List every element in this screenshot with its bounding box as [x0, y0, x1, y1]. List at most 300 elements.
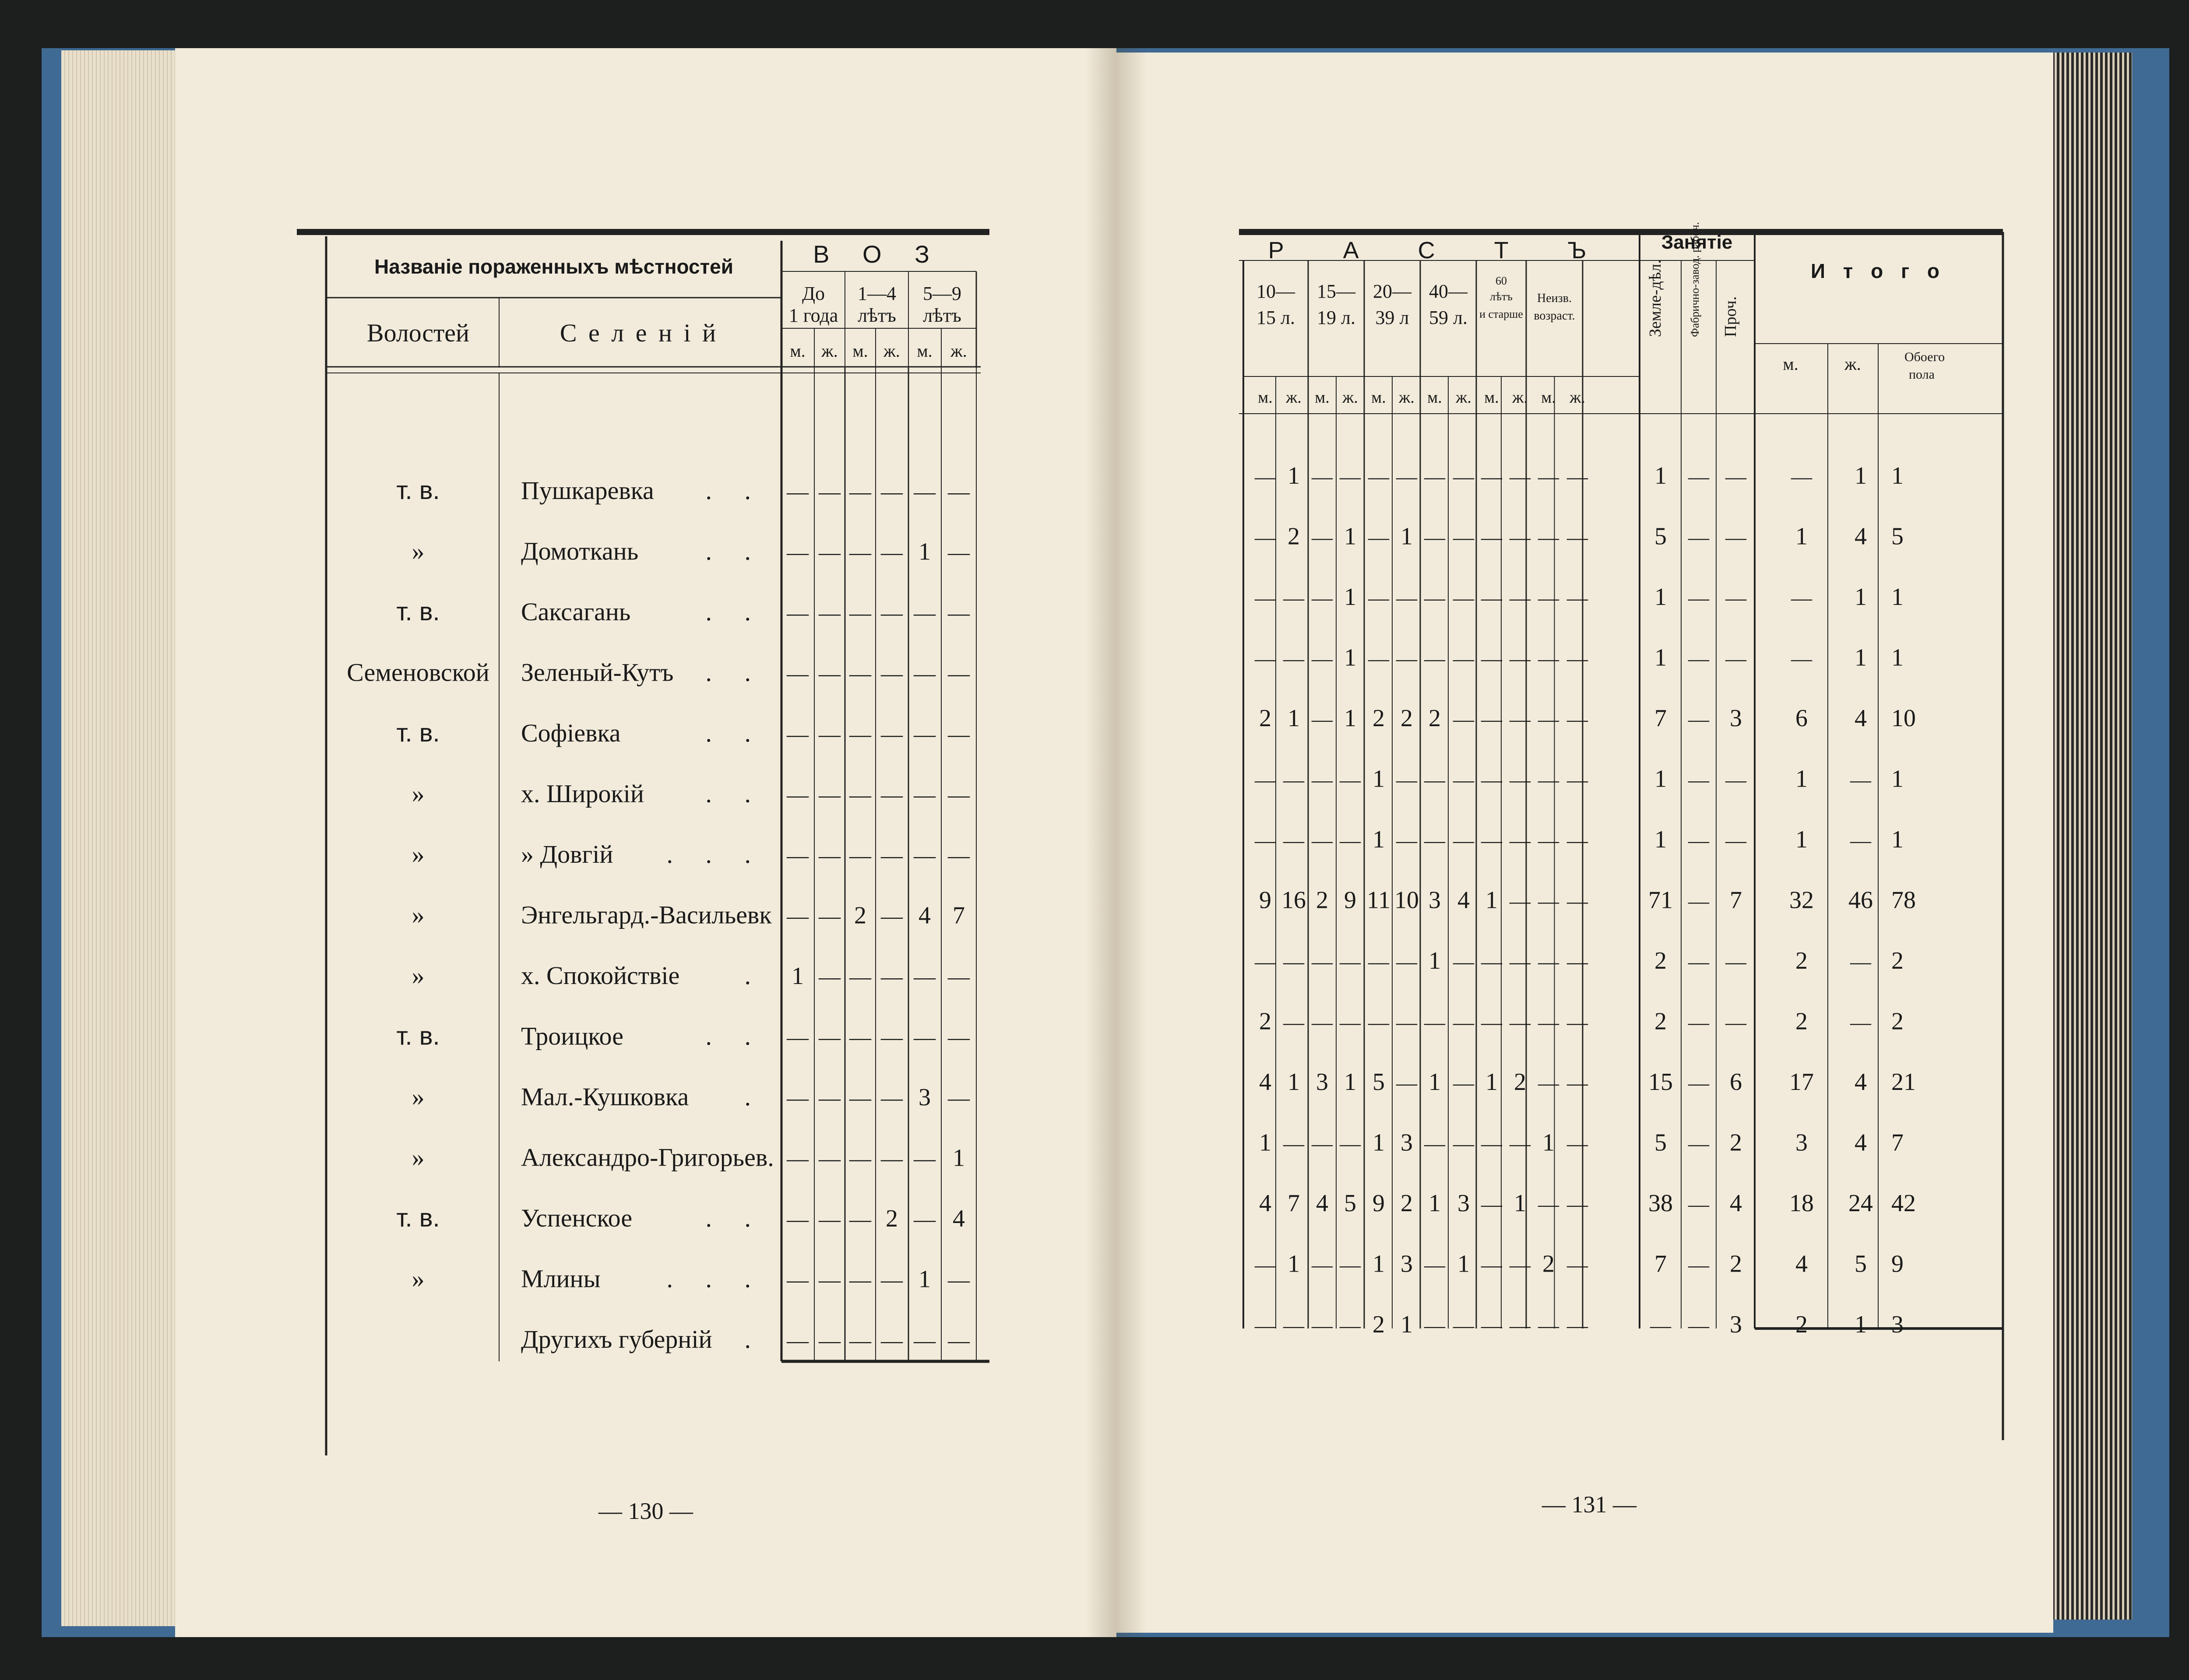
row-cell: —: [914, 1025, 936, 1050]
row-cell: —: [948, 540, 970, 565]
row-cell: —: [914, 1328, 936, 1353]
row-age-cell: 3: [1429, 886, 1441, 914]
header-age-col: 19 л.: [1317, 307, 1355, 328]
row-age-cell: —: [1567, 708, 1588, 731]
row-age-cell: —: [1312, 829, 1333, 852]
row-dots: . .: [705, 658, 764, 687]
header-age-col: 15—: [1317, 281, 1355, 302]
row-occupation-cell: —: [1688, 647, 1709, 671]
row-cell: —: [819, 1146, 841, 1171]
row-cell: —: [787, 1207, 809, 1231]
row-dots: . .: [705, 719, 764, 747]
row-cell: —: [787, 722, 809, 746]
row-cell: —: [819, 540, 841, 565]
row-age-cell: 2: [1373, 1311, 1385, 1338]
row-age-cell: —: [1312, 768, 1333, 792]
row-total-cell: 9: [1891, 1250, 1904, 1278]
row-cell: —: [914, 1207, 936, 1231]
row-age-cell: —: [1424, 1314, 1445, 1337]
row-age-cell: —: [1453, 1132, 1474, 1156]
row-cell: —: [881, 782, 903, 807]
row-age-cell: 5: [1373, 1068, 1385, 1096]
row-dots: . .: [705, 476, 764, 505]
row-total-cell: 4: [1795, 1250, 1808, 1278]
row-age-cell: 2: [1514, 1068, 1526, 1096]
row-cell: 1: [919, 1265, 931, 1293]
row-total-cell: 1: [1891, 765, 1904, 793]
row-age-cell: 11: [1367, 886, 1390, 914]
row-age-cell: —: [1396, 768, 1417, 792]
row-age-cell: 7: [1288, 1190, 1300, 1217]
row-age-cell: —: [1538, 587, 1559, 610]
row-age-cell: 1: [1485, 886, 1498, 914]
row-selenie: Софіевка: [521, 719, 621, 747]
row-total-cell: 17: [1789, 1068, 1814, 1096]
row-age-cell: 1: [1344, 644, 1356, 671]
row-age-cell: —: [1396, 1072, 1417, 1095]
row-total-cell: 2: [1891, 947, 1904, 974]
row-total-cell: 3: [1795, 1129, 1808, 1156]
row-total-cell: 1: [1891, 583, 1904, 611]
header-age-col: До: [802, 283, 825, 304]
row-occupation-cell: —: [1688, 1132, 1709, 1156]
row-age-cell: —: [1567, 587, 1588, 610]
row-age-cell: —: [1510, 708, 1531, 731]
row-cell: —: [881, 601, 903, 625]
row-age-cell: —: [1481, 587, 1502, 610]
header-selenie: С е л е н і й: [560, 319, 719, 347]
row-age-cell: —: [1424, 768, 1445, 792]
header-sex-label: ж.: [821, 341, 838, 361]
header-group: Р А С Т Ъ: [1268, 237, 1613, 264]
row-age-cell: —: [1567, 526, 1588, 549]
row-cell: —: [914, 661, 936, 686]
row-total-cell: 1: [1795, 826, 1808, 853]
row-age-cell: —: [1424, 526, 1445, 549]
row-selenie: Троицкое: [521, 1022, 623, 1051]
row-occupation-cell: 6: [1730, 1068, 1742, 1096]
row-age-cell: —: [1312, 708, 1333, 731]
row-age-cell: 2: [1259, 705, 1271, 732]
row-age-cell: —: [1481, 526, 1502, 549]
row-cell: —: [881, 1328, 903, 1353]
row-age-cell: 5: [1344, 1190, 1356, 1217]
header-age-col: 59 л.: [1429, 307, 1468, 328]
row-occupation-cell: —: [1688, 950, 1709, 974]
header-sex-label: м.: [1315, 388, 1330, 407]
row-occupation-cell: 2: [1730, 1250, 1742, 1278]
row-age-cell: —: [1396, 465, 1417, 489]
row-selenie: Домоткань: [521, 537, 639, 566]
row-cell: —: [787, 843, 809, 868]
row-cell: —: [948, 1267, 970, 1292]
row-age-cell: 3: [1457, 1190, 1470, 1217]
row-occupation-cell: 1: [1654, 826, 1667, 853]
row-age-cell: 2: [1429, 705, 1441, 732]
row-occupation-cell: 3: [1730, 705, 1742, 732]
book-gutter-shadow: [1086, 48, 1147, 1637]
row-total-cell: —: [1850, 829, 1871, 852]
row-age-cell: —: [1255, 829, 1276, 852]
row-age-cell: —: [1255, 587, 1276, 610]
row-age-cell: —: [1368, 1011, 1389, 1034]
row-age-cell: —: [1424, 829, 1445, 852]
row-occupation-cell: —: [1725, 647, 1746, 671]
row-cell: 2: [886, 1205, 898, 1232]
row-age-cell: —: [1255, 1314, 1276, 1337]
row-age-cell: —: [1396, 829, 1417, 852]
row-cell: —: [787, 1267, 809, 1292]
row-occupation-cell: 3: [1730, 1311, 1742, 1338]
row-total-cell: 5: [1891, 523, 1904, 550]
row-cell: —: [787, 1146, 809, 1171]
row-total-cell: 18: [1789, 1190, 1814, 1217]
row-age-cell: —: [1481, 950, 1502, 974]
row-occupation-cell: 15: [1648, 1068, 1673, 1096]
row-cell: —: [819, 1025, 841, 1050]
row-cell: —: [948, 1328, 970, 1353]
header-age-col: и старше: [1479, 308, 1523, 320]
row-occupation-cell: —: [1688, 768, 1709, 792]
row-occupation-cell: 5: [1654, 1129, 1667, 1156]
row-age-cell: —: [1255, 950, 1276, 974]
row-total-cell: 78: [1891, 886, 1916, 914]
row-age-cell: —: [1368, 587, 1389, 610]
row-age-cell: —: [1510, 829, 1531, 852]
row-age-cell: 2: [1259, 1008, 1271, 1035]
row-selenie: Пушкаревка: [521, 476, 654, 505]
row-total-cell: 4: [1855, 705, 1867, 732]
row-occupation-cell: 4: [1730, 1190, 1742, 1217]
row-age-cell: —: [1255, 526, 1276, 549]
row-age-cell: —: [1567, 889, 1588, 913]
row-selenie: Саксагань: [521, 597, 631, 626]
row-age-cell: —: [1567, 1011, 1588, 1034]
row-cell: 1: [919, 538, 931, 566]
row-total-cell: 24: [1848, 1190, 1873, 1217]
row-age-cell: —: [1368, 950, 1389, 974]
row-cell: —: [849, 1025, 871, 1050]
row-dots: .: [744, 961, 764, 990]
row-volost: »: [412, 1083, 425, 1111]
row-age-cell: —: [1567, 768, 1588, 792]
row-age-cell: —: [1424, 647, 1445, 671]
row-cell: —: [787, 661, 809, 686]
row-age-cell: —: [1481, 1193, 1502, 1216]
row-cell: —: [849, 1207, 871, 1231]
row-age-cell: —: [1538, 647, 1559, 671]
row-cell: —: [849, 1328, 871, 1353]
row-cell: —: [787, 1328, 809, 1353]
row-cell: —: [787, 1025, 809, 1050]
row-age-cell: 9: [1373, 1190, 1385, 1217]
row-occupation-cell: 38: [1648, 1190, 1673, 1217]
row-total-cell: 2: [1795, 947, 1808, 974]
row-age-cell: —: [1283, 1314, 1304, 1337]
row-age-cell: —: [1283, 587, 1304, 610]
row-age-cell: 1: [1373, 1129, 1385, 1156]
row-total-cell: 2: [1795, 1008, 1808, 1035]
header-age-col: 39 л: [1375, 307, 1409, 328]
row-cell: —: [849, 722, 871, 746]
row-age-cell: —: [1510, 587, 1531, 610]
row-age-cell: —: [1396, 647, 1417, 671]
row-age-cell: —: [1453, 1314, 1474, 1337]
row-selenie: Другихъ губерній: [521, 1325, 712, 1353]
row-cell: —: [948, 964, 970, 989]
row-age-cell: 1: [1429, 1190, 1441, 1217]
row-age-cell: —: [1312, 950, 1333, 974]
row-cell: —: [948, 661, 970, 686]
row-dots: . .: [705, 537, 764, 566]
row-age-cell: 1: [1344, 523, 1356, 550]
row-volost: »: [412, 900, 425, 929]
row-age-cell: —: [1567, 1314, 1588, 1337]
header-sex-label: ж.: [1399, 388, 1415, 407]
row-occupation-cell: 1: [1654, 765, 1667, 793]
row-age-cell: —: [1510, 950, 1531, 974]
row-dots: . .: [705, 597, 764, 626]
row-total-cell: 1: [1891, 826, 1904, 853]
row-age-cell: 1: [1373, 1250, 1385, 1278]
row-age-cell: —: [1368, 465, 1389, 489]
row-age-cell: —: [1510, 768, 1531, 792]
row-age-cell: —: [1538, 526, 1559, 549]
row-total-cell: 21: [1891, 1068, 1916, 1096]
row-cell: —: [787, 903, 809, 928]
row-volost: »: [412, 961, 425, 990]
row-age-cell: —: [1510, 1253, 1531, 1277]
row-occupation-cell: 7: [1654, 705, 1667, 732]
row-age-cell: —: [1340, 465, 1361, 489]
header-sex-label: ж.: [883, 341, 900, 361]
row-total-cell: 4: [1855, 1129, 1867, 1156]
row-cell: —: [881, 964, 903, 989]
left-table: [175, 48, 1116, 1637]
page-edges-left: [61, 50, 193, 1626]
row-occupation-cell: —: [1725, 768, 1746, 792]
row-selenie: Мал.-Кушковка: [521, 1083, 689, 1111]
header-sex-label: ж.: [1286, 388, 1302, 407]
row-cell: —: [914, 964, 936, 989]
row-age-cell: —: [1481, 708, 1502, 731]
row-age-cell: —: [1567, 1193, 1588, 1216]
header-age-col: 10—: [1256, 281, 1295, 302]
row-volost: »: [412, 779, 425, 808]
row-total-cell: 1: [1795, 523, 1808, 550]
row-dots: .: [744, 1325, 764, 1353]
row-age-cell: —: [1255, 768, 1276, 792]
row-total-cell: 1: [1891, 644, 1904, 671]
row-age-cell: —: [1255, 465, 1276, 489]
row-age-cell: —: [1312, 1011, 1333, 1034]
row-age-cell: —: [1453, 587, 1474, 610]
row-cell: —: [881, 661, 903, 686]
row-total-cell: 10: [1891, 705, 1916, 732]
row-cell: —: [849, 1146, 871, 1171]
row-age-cell: —: [1340, 829, 1361, 852]
page-edges-right: [2040, 53, 2132, 1620]
header-sex-label: ж.: [1456, 388, 1471, 407]
row-cell: 3: [919, 1084, 931, 1111]
row-age-cell: —: [1283, 768, 1304, 792]
row-occupation-cell: —: [1725, 950, 1746, 974]
row-cell: —: [819, 661, 841, 686]
row-age-cell: 1: [1344, 705, 1356, 732]
row-age-cell: 1: [1401, 523, 1413, 550]
row-cell: —: [914, 843, 936, 868]
row-cell: —: [849, 843, 871, 868]
row-age-cell: —: [1510, 1011, 1531, 1034]
row-volost: т. в.: [396, 476, 440, 505]
row-cell: 1: [792, 963, 804, 990]
row-cell: —: [948, 782, 970, 807]
row-occupation-cell: —: [1688, 829, 1709, 852]
row-age-cell: 1: [1373, 765, 1385, 793]
header-age-col: лѣтъ: [1490, 290, 1513, 303]
row-cell: —: [849, 1267, 871, 1292]
row-total-cell: 46: [1848, 886, 1873, 914]
row-age-cell: —: [1538, 889, 1559, 913]
row-cell: —: [914, 1146, 936, 1171]
row-age-cell: —: [1453, 1011, 1474, 1034]
row-cell: —: [881, 1025, 903, 1050]
row-cell: —: [948, 479, 970, 504]
row-cell: —: [849, 479, 871, 504]
row-cell: 4: [953, 1205, 965, 1232]
row-cell: —: [787, 601, 809, 625]
header-occupation-col: Земле-дѣл.: [1646, 260, 1665, 337]
row-dots: . .: [705, 1022, 764, 1051]
row-age-cell: —: [1510, 526, 1531, 549]
row-age-cell: —: [1453, 708, 1474, 731]
row-age-cell: 1: [1401, 1311, 1413, 1338]
row-selenie: х. Спокойствіе: [521, 961, 680, 990]
row-age-cell: 3: [1316, 1068, 1328, 1096]
row-age-cell: —: [1255, 647, 1276, 671]
row-age-cell: —: [1481, 465, 1502, 489]
row-total-cell: 6: [1795, 705, 1808, 732]
row-volost: »: [412, 840, 425, 868]
row-cell: —: [819, 479, 841, 504]
row-total-cell: 4: [1855, 523, 1867, 550]
row-cell: —: [819, 601, 841, 625]
header-title: Названіе пораженныхъ мѣстностей: [374, 255, 734, 278]
header-occupation: Занятіе: [1661, 232, 1733, 253]
row-volost: Семеновской: [347, 658, 489, 687]
header-total-col: пола: [1909, 367, 1935, 382]
row-occupation-cell: —: [1725, 465, 1746, 489]
row-selenie: Энгельгард.-Васильевк: [521, 900, 772, 929]
row-selenie: » Довгій: [521, 840, 613, 868]
header-age-col: 15 л.: [1256, 307, 1295, 328]
row-age-cell: 4: [1457, 886, 1470, 914]
row-cell: —: [819, 903, 841, 928]
row-age-cell: —: [1396, 1011, 1417, 1034]
row-age-cell: 1: [1514, 1190, 1526, 1217]
row-age-cell: 3: [1401, 1129, 1413, 1156]
row-cell: —: [881, 722, 903, 746]
row-cell: —: [849, 661, 871, 686]
row-cell: —: [849, 782, 871, 807]
header-occupation-col: Фабрично-завод. рабоч.: [1689, 222, 1701, 337]
row-age-cell: —: [1340, 1253, 1361, 1277]
row-age-cell: —: [1453, 465, 1474, 489]
row-age-cell: 1: [1344, 1068, 1356, 1096]
row-age-cell: —: [1283, 950, 1304, 974]
row-age-cell: —: [1510, 465, 1531, 489]
row-selenie: Млины: [521, 1264, 601, 1293]
row-cell: —: [948, 601, 970, 625]
row-occupation-cell: —: [1725, 587, 1746, 610]
row-cell: —: [787, 479, 809, 504]
header-age-col: 20—: [1373, 281, 1411, 302]
row-age-cell: —: [1510, 1132, 1531, 1156]
row-age-cell: —: [1396, 587, 1417, 610]
row-volost: »: [412, 537, 425, 566]
row-age-cell: 4: [1259, 1068, 1271, 1096]
row-age-cell: 2: [1373, 705, 1385, 732]
row-total-cell: 7: [1891, 1129, 1904, 1156]
row-total-cell: 1: [1855, 462, 1867, 489]
row-total-cell: 2: [1891, 1008, 1904, 1035]
row-age-cell: 1: [1429, 947, 1441, 974]
row-age-cell: —: [1567, 1132, 1588, 1156]
row-volost: т. в.: [396, 597, 440, 626]
row-cell: —: [849, 601, 871, 625]
row-volost: т. в.: [396, 1022, 440, 1051]
row-cell: —: [881, 540, 903, 565]
header-sex-label: ж.: [1570, 388, 1585, 407]
row-age-cell: —: [1424, 1253, 1445, 1277]
row-age-cell: —: [1312, 647, 1333, 671]
row-age-cell: 16: [1281, 886, 1306, 914]
row-age-cell: —: [1538, 708, 1559, 731]
row-age-cell: 2: [1288, 523, 1300, 550]
row-cell: —: [849, 964, 871, 989]
row-occupation-cell: 7: [1654, 1250, 1667, 1278]
row-age-cell: —: [1538, 1314, 1559, 1337]
row-age-cell: 1: [1259, 1129, 1271, 1156]
header-sex-label: ж.: [1342, 388, 1358, 407]
row-cell: —: [819, 1207, 841, 1231]
row-volost: т. в.: [396, 1204, 440, 1232]
row-cell: —: [948, 722, 970, 746]
row-total-cell: —: [1850, 768, 1871, 792]
row-age-cell: —: [1312, 526, 1333, 549]
row-age-cell: —: [1481, 1132, 1502, 1156]
row-age-cell: 2: [1401, 1190, 1413, 1217]
row-cell: —: [881, 843, 903, 868]
row-cell: —: [787, 540, 809, 565]
right-page: [1116, 53, 2053, 1633]
row-age-cell: —: [1510, 889, 1531, 913]
row-occupation-cell: —: [1650, 1314, 1671, 1337]
row-total-cell: —: [1791, 587, 1812, 610]
row-total-cell: —: [1791, 647, 1812, 671]
row-age-cell: 2: [1316, 886, 1328, 914]
row-age-cell: 1: [1344, 583, 1356, 611]
row-age-cell: —: [1283, 829, 1304, 852]
row-occupation-cell: 7: [1730, 886, 1742, 914]
header-total: И т о г о: [1810, 260, 1946, 282]
row-age-cell: 1: [1288, 462, 1300, 489]
header-age-col: лѣтъ: [858, 305, 896, 326]
row-occupation-cell: 71: [1648, 886, 1673, 914]
row-cell: —: [819, 1328, 841, 1353]
row-cell: —: [787, 1086, 809, 1110]
row-cell: —: [948, 1086, 970, 1110]
